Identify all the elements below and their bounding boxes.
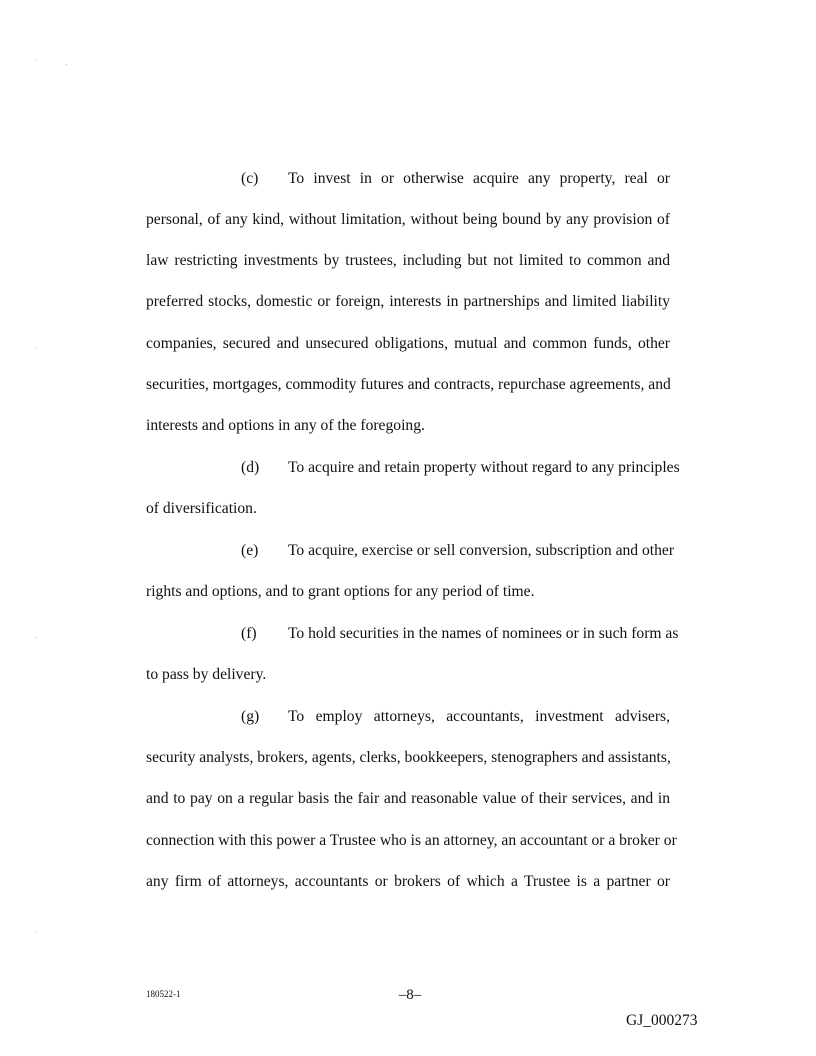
scan-speck: [36, 60, 37, 61]
paragraph-c-line-7: interests and options in any of the foregoing.: [146, 417, 425, 434]
paragraph-c-first-line: To invest in or otherwise acquire any property, real or: [288, 170, 670, 187]
paragraph-e-line-2: rights and options, and to grant options for any period of time.: [146, 583, 535, 600]
paragraph-d-label: (d): [241, 459, 260, 476]
paragraph-f-label: (f): [241, 625, 257, 642]
paragraph-e-label: (e): [241, 542, 259, 559]
paragraph-e-first-line: To acquire, exercise or sell conversion, subscription and other: [288, 542, 675, 559]
paragraph-c-line-1: [241, 169, 670, 189]
paragraph-g-line-5: any firm of attorneys, accountants or brokers of which a Trustee is a partner or: [146, 873, 670, 890]
paragraph-f-first-line: To hold securities in the names of nominees or in such form as: [288, 625, 679, 642]
scan-speck: [35, 932, 36, 933]
paragraph-d-line-1: [241, 458, 680, 478]
paragraph-c-line-6: securities, mortgages, commodity futures and contracts, repurchase agreements, and: [146, 376, 671, 393]
paragraph-e-line-1: [241, 541, 675, 561]
paragraph-d-first-line: To acquire and retain property without regard to any principles: [288, 459, 680, 476]
paragraph-g-first-line: To employ attorneys, accountants, investment advisers,: [288, 708, 670, 725]
paragraph-c-line-4: preferred stocks, domestic or foreign, interests in partnerships and limited liability: [146, 293, 670, 310]
paragraph-g-line-1: [241, 707, 670, 727]
scan-speck: [36, 637, 37, 638]
page-number: –8–: [398, 987, 422, 1003]
paragraph-c-line-3: law restricting investments by trustees, including but not limited to common and: [146, 252, 670, 269]
paragraph-g-line-2: security analysts, brokers, agents, clerks, bookkeepers, stenographers and assistants,: [146, 749, 671, 766]
document-code: 180522-1: [146, 989, 181, 999]
scan-speck: [35, 348, 36, 349]
bates-number: GJ_000273: [626, 1012, 698, 1029]
paragraph-g-label: (g): [241, 708, 260, 725]
paragraph-g-line-4: connection with this power a Trustee who is an attorney, an accountant or a broker or: [146, 832, 677, 849]
paragraph-g-line-3: and to pay on a regular basis the fair and reasonable value of their services, and in: [146, 790, 670, 807]
paragraph-d-line-2: of diversification.: [146, 500, 257, 517]
paragraph-f-line-2: to pass by delivery.: [146, 666, 267, 683]
paragraph-c-line-2: personal, of any kind, without limitation, without being bound by any provision of: [146, 211, 670, 228]
scan-speck: [66, 64, 67, 65]
paragraph-c-line-5: companies, secured and unsecured obligations, mutual and common funds, other: [146, 335, 670, 352]
paragraph-c-label: (c): [241, 170, 259, 187]
paragraph-f-line-1: [241, 624, 679, 644]
